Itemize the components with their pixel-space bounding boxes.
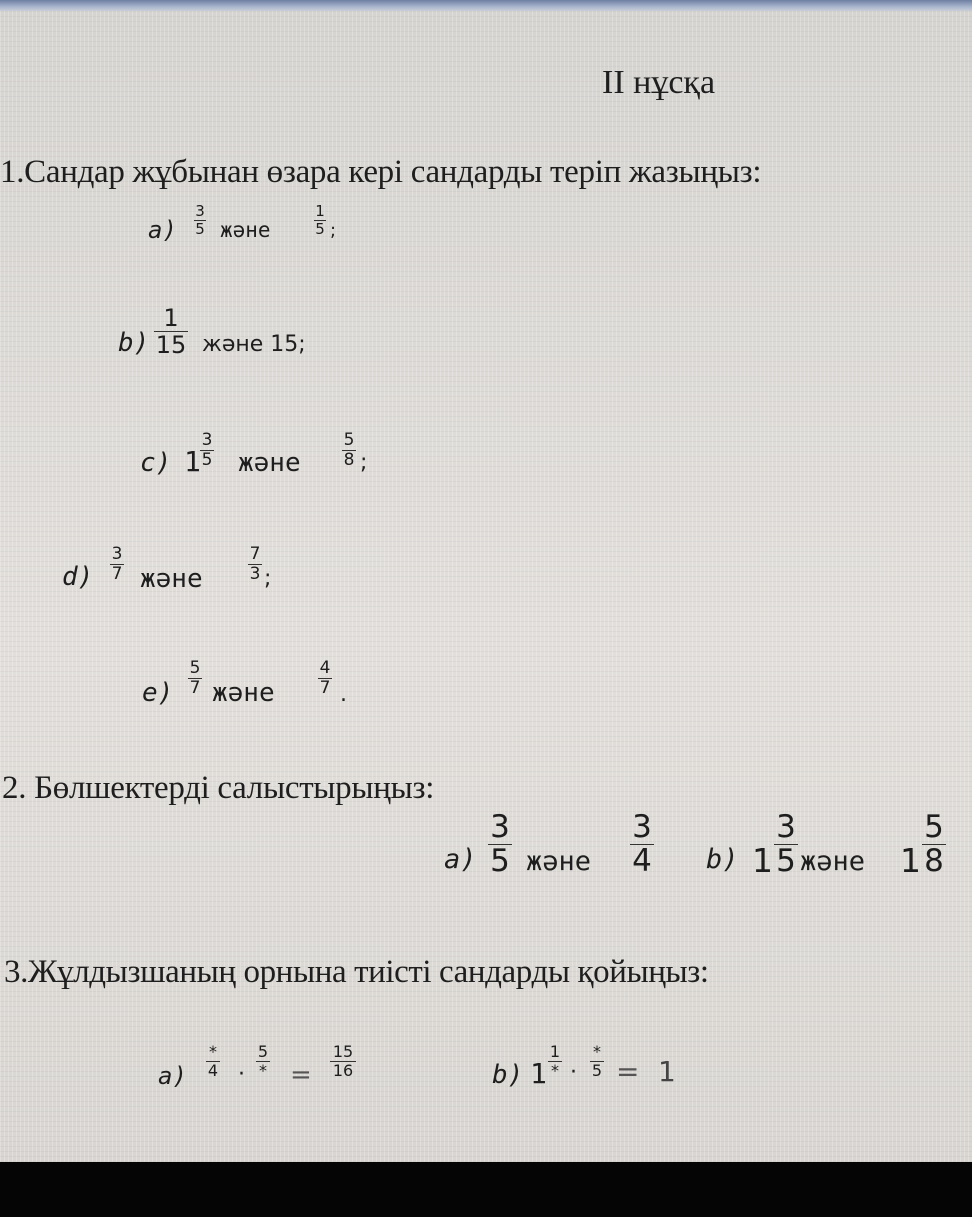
whole-part: 1 bbox=[530, 1057, 547, 1090]
item-label: b) bbox=[118, 328, 150, 358]
task2-heading: 2. Бөлшектерді салыстырыңыз: bbox=[2, 770, 435, 806]
fraction: 3 7 bbox=[111, 544, 123, 584]
item-label: a) bbox=[148, 216, 177, 244]
fraction: 5 * bbox=[257, 1042, 269, 1080]
fraction: 7 3 bbox=[249, 544, 261, 584]
terminator: ; bbox=[264, 566, 272, 591]
variant-title: II нұсқа bbox=[602, 64, 716, 101]
item-label: b) bbox=[706, 844, 739, 875]
multiply-dot: · bbox=[570, 1060, 577, 1085]
conjunction: және bbox=[212, 678, 275, 708]
window-top-strip bbox=[0, 0, 972, 11]
fraction: 1 15 bbox=[155, 304, 187, 359]
conjunction: және 15; bbox=[202, 332, 306, 357]
item-label: a) bbox=[444, 844, 477, 875]
item-label: c) bbox=[140, 448, 172, 478]
result-value: 1 bbox=[658, 1055, 676, 1088]
fraction: 3 4 bbox=[630, 812, 654, 877]
task3-heading: 3.Жұлдызшаның орнына тиісті сандарды қойыңыз: bbox=[4, 954, 709, 990]
equals-sign: = bbox=[616, 1055, 640, 1088]
whole-part: 1 bbox=[900, 841, 921, 880]
fraction: 3 5 bbox=[195, 202, 205, 238]
conjunction: және bbox=[800, 846, 866, 877]
fraction: 3 5 bbox=[201, 430, 213, 470]
fraction: 1 * bbox=[549, 1042, 561, 1080]
fraction: * 4 bbox=[207, 1042, 219, 1080]
item-label: a) bbox=[158, 1062, 187, 1090]
fraction: 5 7 bbox=[189, 658, 201, 698]
task1-heading: 1.Сандар жұбынан өзара кері сандарды теріп жазыңыз: bbox=[0, 154, 762, 190]
fraction: 5 8 bbox=[922, 812, 946, 877]
terminator: . bbox=[340, 682, 347, 707]
fraction: * 5 bbox=[591, 1042, 603, 1080]
conjunction: және bbox=[526, 846, 592, 877]
item-label: e) bbox=[142, 678, 174, 708]
conjunction: және bbox=[140, 564, 203, 594]
fraction: 3 5 bbox=[488, 812, 512, 877]
fraction: 4 7 bbox=[319, 658, 331, 698]
conjunction: және bbox=[238, 448, 301, 478]
multiply-dot: · bbox=[238, 1062, 245, 1087]
fraction: 15 16 bbox=[330, 1044, 356, 1079]
terminator: ; bbox=[360, 450, 368, 475]
whole-part: 1 bbox=[184, 445, 201, 478]
terminator: ; bbox=[330, 220, 337, 241]
item-label: d) bbox=[62, 562, 94, 592]
whole-part: 1 bbox=[752, 841, 773, 880]
fraction: 1 5 bbox=[315, 202, 325, 238]
item-label: b) bbox=[492, 1060, 524, 1090]
fraction: 3 5 bbox=[774, 812, 798, 877]
fraction: 5 8 bbox=[343, 430, 355, 470]
equals-sign: = bbox=[290, 1060, 312, 1090]
conjunction: және bbox=[220, 218, 271, 242]
